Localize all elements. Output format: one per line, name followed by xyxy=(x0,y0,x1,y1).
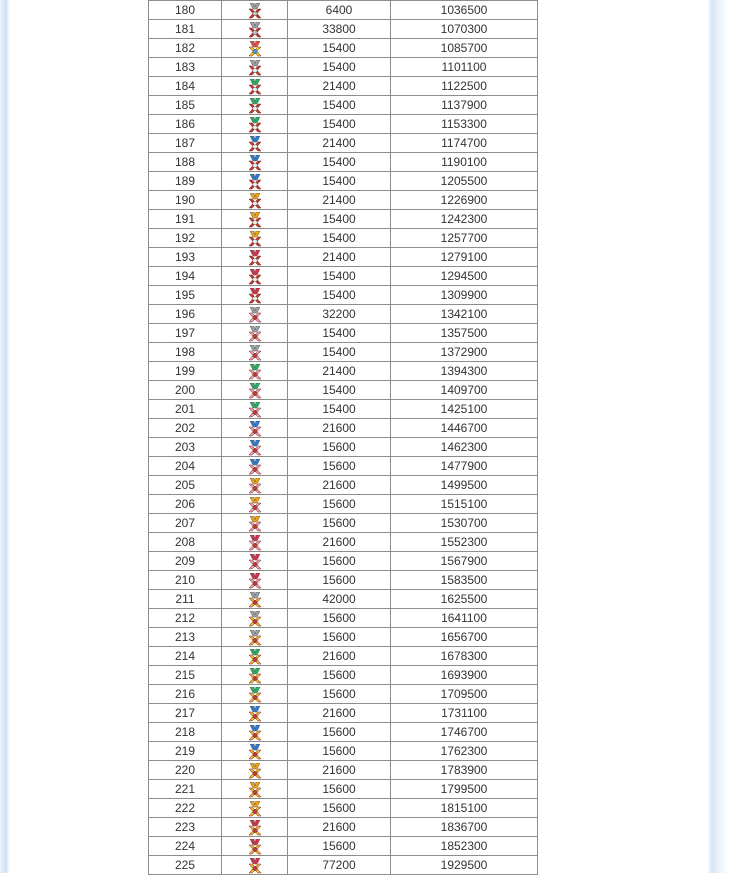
exp-cell: 21600 xyxy=(288,533,391,552)
medal-cell xyxy=(222,514,288,533)
level-cell: 208 xyxy=(149,533,222,552)
medal-cell xyxy=(222,799,288,818)
total-exp-cell: 1799500 xyxy=(391,780,538,799)
level-cell: 189 xyxy=(149,172,222,191)
total-exp-cell: 1731100 xyxy=(391,704,538,723)
medal-cell xyxy=(222,134,288,153)
medal-icon xyxy=(246,269,264,285)
medal-cell xyxy=(222,229,288,248)
exp-cell: 15600 xyxy=(288,666,391,685)
medal-cell xyxy=(222,723,288,742)
table-row xyxy=(149,742,538,761)
table-row xyxy=(149,58,538,77)
medal-icon xyxy=(246,364,264,380)
medal-cell xyxy=(222,400,288,419)
medal-cell xyxy=(222,419,288,438)
table-row xyxy=(149,476,538,495)
table-row xyxy=(149,419,538,438)
total-exp-cell: 1174700 xyxy=(391,134,538,153)
level-cell: 186 xyxy=(149,115,222,134)
table-row xyxy=(149,552,538,571)
level-cell: 190 xyxy=(149,191,222,210)
total-exp-cell: 1036500 xyxy=(391,1,538,20)
level-cell: 207 xyxy=(149,514,222,533)
table-row xyxy=(149,495,538,514)
medal-cell xyxy=(222,286,288,305)
medal-cell xyxy=(222,571,288,590)
table-row xyxy=(149,647,538,666)
table-row xyxy=(149,533,538,552)
exp-cell: 15400 xyxy=(288,210,391,229)
level-cell: 199 xyxy=(149,362,222,381)
level-cell: 215 xyxy=(149,666,222,685)
total-exp-cell: 1226900 xyxy=(391,191,538,210)
medal-icon xyxy=(246,117,264,133)
exp-cell: 15600 xyxy=(288,628,391,647)
medal-cell xyxy=(222,305,288,324)
exp-cell: 21600 xyxy=(288,647,391,666)
exp-cell: 15400 xyxy=(288,153,391,172)
exp-cell: 15400 xyxy=(288,400,391,419)
level-cell: 203 xyxy=(149,438,222,457)
medal-icon xyxy=(246,307,264,323)
level-cell: 194 xyxy=(149,267,222,286)
level-cell: 209 xyxy=(149,552,222,571)
total-exp-cell: 1583500 xyxy=(391,571,538,590)
medal-icon xyxy=(246,3,264,19)
medal-cell xyxy=(222,58,288,77)
table-row xyxy=(149,267,538,286)
level-cell: 191 xyxy=(149,210,222,229)
level-cell: 222 xyxy=(149,799,222,818)
level-cell: 206 xyxy=(149,495,222,514)
level-cell: 221 xyxy=(149,780,222,799)
medal-cell xyxy=(222,248,288,267)
medal-icon xyxy=(246,193,264,209)
level-cell: 212 xyxy=(149,609,222,628)
exp-cell: 15400 xyxy=(288,267,391,286)
total-exp-cell: 1530700 xyxy=(391,514,538,533)
medal-cell xyxy=(222,381,288,400)
exp-cell: 42000 xyxy=(288,590,391,609)
medal-cell xyxy=(222,343,288,362)
table-row xyxy=(149,761,538,780)
medal-cell xyxy=(222,666,288,685)
exp-cell: 21600 xyxy=(288,476,391,495)
medal-icon xyxy=(246,801,264,817)
table-row xyxy=(149,134,538,153)
medal-cell xyxy=(222,96,288,115)
exp-cell: 15600 xyxy=(288,742,391,761)
level-cell: 198 xyxy=(149,343,222,362)
level-cell: 183 xyxy=(149,58,222,77)
total-exp-cell: 1852300 xyxy=(391,837,538,856)
medal-icon xyxy=(246,706,264,722)
table-row xyxy=(149,210,538,229)
total-exp-cell: 1567900 xyxy=(391,552,538,571)
total-exp-cell: 1477900 xyxy=(391,457,538,476)
medal-icon xyxy=(246,516,264,532)
total-exp-cell: 1294500 xyxy=(391,267,538,286)
medal-icon xyxy=(246,250,264,266)
medal-icon xyxy=(246,440,264,456)
table-row xyxy=(149,685,538,704)
total-exp-cell: 1693900 xyxy=(391,666,538,685)
total-exp-cell: 1625500 xyxy=(391,590,538,609)
exp-cell: 15600 xyxy=(288,609,391,628)
medal-icon xyxy=(246,22,264,38)
total-exp-cell: 1409700 xyxy=(391,381,538,400)
exp-cell: 21400 xyxy=(288,191,391,210)
level-cell: 223 xyxy=(149,818,222,837)
exp-cell: 15400 xyxy=(288,381,391,400)
level-cell: 201 xyxy=(149,400,222,419)
medal-icon xyxy=(246,687,264,703)
total-exp-cell: 1762300 xyxy=(391,742,538,761)
level-cell: 218 xyxy=(149,723,222,742)
total-exp-cell: 1101100 xyxy=(391,58,538,77)
medal-cell xyxy=(222,628,288,647)
exp-cell: 15600 xyxy=(288,438,391,457)
total-exp-cell: 1357500 xyxy=(391,324,538,343)
level-cell: 205 xyxy=(149,476,222,495)
medal-cell xyxy=(222,153,288,172)
table-row xyxy=(149,590,538,609)
medal-cell xyxy=(222,647,288,666)
exp-cell: 15400 xyxy=(288,39,391,58)
total-exp-cell: 1342100 xyxy=(391,305,538,324)
medal-cell xyxy=(222,210,288,229)
total-exp-cell: 1394300 xyxy=(391,362,538,381)
level-cell: 211 xyxy=(149,590,222,609)
exp-cell: 21600 xyxy=(288,419,391,438)
exp-cell: 15400 xyxy=(288,115,391,134)
table-row xyxy=(149,77,538,96)
medal-icon xyxy=(246,345,264,361)
medal-cell xyxy=(222,552,288,571)
medal-cell xyxy=(222,77,288,96)
table-row xyxy=(149,571,538,590)
medal-icon xyxy=(246,288,264,304)
medal-icon xyxy=(246,136,264,152)
exp-cell: 21400 xyxy=(288,77,391,96)
exp-cell: 15600 xyxy=(288,837,391,856)
total-exp-cell: 1085700 xyxy=(391,39,538,58)
exp-cell: 15600 xyxy=(288,799,391,818)
medal-icon xyxy=(246,573,264,589)
total-exp-cell: 1425100 xyxy=(391,400,538,419)
table-row xyxy=(149,438,538,457)
level-cell: 181 xyxy=(149,20,222,39)
medal-icon xyxy=(246,421,264,437)
medal-cell xyxy=(222,172,288,191)
exp-cell: 15400 xyxy=(288,324,391,343)
medal-icon xyxy=(246,630,264,646)
table-row xyxy=(149,229,538,248)
medal-cell xyxy=(222,533,288,552)
level-table xyxy=(148,0,538,875)
table-row xyxy=(149,172,538,191)
total-exp-cell: 1190100 xyxy=(391,153,538,172)
medal-cell xyxy=(222,856,288,875)
table-row xyxy=(149,39,538,58)
level-cell: 216 xyxy=(149,685,222,704)
exp-cell: 33800 xyxy=(288,20,391,39)
total-exp-cell: 1279100 xyxy=(391,248,538,267)
exp-cell: 15600 xyxy=(288,552,391,571)
level-cell: 196 xyxy=(149,305,222,324)
table-row xyxy=(149,1,538,20)
exp-cell: 21600 xyxy=(288,761,391,780)
medal-icon xyxy=(246,725,264,741)
medal-icon xyxy=(246,839,264,855)
total-exp-cell: 1070300 xyxy=(391,20,538,39)
exp-cell: 21400 xyxy=(288,134,391,153)
exp-cell: 15400 xyxy=(288,96,391,115)
medal-icon xyxy=(246,535,264,551)
medal-icon xyxy=(246,98,264,114)
exp-cell: 15600 xyxy=(288,571,391,590)
table-row xyxy=(149,723,538,742)
total-exp-cell: 1205500 xyxy=(391,172,538,191)
table-row xyxy=(149,799,538,818)
table-row xyxy=(149,628,538,647)
exp-cell: 15600 xyxy=(288,495,391,514)
total-exp-cell: 1656700 xyxy=(391,628,538,647)
medal-icon xyxy=(246,41,264,57)
level-cell: 185 xyxy=(149,96,222,115)
table-row xyxy=(149,818,538,837)
total-exp-cell: 1372900 xyxy=(391,343,538,362)
medal-cell xyxy=(222,362,288,381)
table-row xyxy=(149,837,538,856)
medal-icon xyxy=(246,60,264,76)
exp-cell: 21600 xyxy=(288,818,391,837)
medal-cell xyxy=(222,685,288,704)
level-cell: 182 xyxy=(149,39,222,58)
table-row xyxy=(149,514,538,533)
exp-cell: 15600 xyxy=(288,685,391,704)
medal-cell xyxy=(222,191,288,210)
exp-cell: 77200 xyxy=(288,856,391,875)
total-exp-cell: 1709500 xyxy=(391,685,538,704)
level-cell: 219 xyxy=(149,742,222,761)
medal-cell xyxy=(222,457,288,476)
medal-icon xyxy=(246,782,264,798)
total-exp-cell: 1815100 xyxy=(391,799,538,818)
medal-icon xyxy=(246,79,264,95)
exp-cell: 15400 xyxy=(288,286,391,305)
exp-cell: 15400 xyxy=(288,229,391,248)
table-row xyxy=(149,96,538,115)
level-cell: 180 xyxy=(149,1,222,20)
medal-icon xyxy=(246,478,264,494)
medal-icon xyxy=(246,402,264,418)
table-row xyxy=(149,153,538,172)
total-exp-cell: 1641100 xyxy=(391,609,538,628)
exp-cell: 15600 xyxy=(288,780,391,799)
total-exp-cell: 1137900 xyxy=(391,96,538,115)
table-row xyxy=(149,362,538,381)
table-row xyxy=(149,305,538,324)
medal-cell xyxy=(222,742,288,761)
total-exp-cell: 1515100 xyxy=(391,495,538,514)
total-exp-cell: 1122500 xyxy=(391,77,538,96)
table-row xyxy=(149,666,538,685)
level-table-body xyxy=(149,1,538,875)
level-cell: 204 xyxy=(149,457,222,476)
medal-icon xyxy=(246,383,264,399)
level-cell: 187 xyxy=(149,134,222,153)
total-exp-cell: 1783900 xyxy=(391,761,538,780)
table-row xyxy=(149,457,538,476)
exp-cell: 15600 xyxy=(288,723,391,742)
exp-cell: 15400 xyxy=(288,58,391,77)
exp-cell: 6400 xyxy=(288,1,391,20)
medal-cell xyxy=(222,438,288,457)
level-cell: 202 xyxy=(149,419,222,438)
medal-cell xyxy=(222,1,288,20)
level-cell: 197 xyxy=(149,324,222,343)
total-exp-cell: 1257700 xyxy=(391,229,538,248)
table-row xyxy=(149,343,538,362)
medal-cell xyxy=(222,115,288,134)
level-cell: 224 xyxy=(149,837,222,856)
medal-cell xyxy=(222,818,288,837)
exp-cell: 15400 xyxy=(288,172,391,191)
medal-icon xyxy=(246,592,264,608)
level-cell: 200 xyxy=(149,381,222,400)
level-cell: 195 xyxy=(149,286,222,305)
medal-cell xyxy=(222,476,288,495)
medal-icon xyxy=(246,763,264,779)
medal-cell xyxy=(222,780,288,799)
medal-cell xyxy=(222,609,288,628)
medal-cell xyxy=(222,495,288,514)
medal-icon xyxy=(246,231,264,247)
medal-icon xyxy=(246,554,264,570)
table-row xyxy=(149,20,538,39)
level-cell: 213 xyxy=(149,628,222,647)
exp-cell: 15600 xyxy=(288,514,391,533)
table-row xyxy=(149,191,538,210)
level-cell: 220 xyxy=(149,761,222,780)
table-row xyxy=(149,609,538,628)
exp-cell: 21400 xyxy=(288,362,391,381)
table-row xyxy=(149,856,538,875)
medal-icon xyxy=(246,611,264,627)
medal-cell xyxy=(222,837,288,856)
exp-cell: 21400 xyxy=(288,248,391,267)
medal-cell xyxy=(222,704,288,723)
total-exp-cell: 1462300 xyxy=(391,438,538,457)
total-exp-cell: 1309900 xyxy=(391,286,538,305)
total-exp-cell: 1552300 xyxy=(391,533,538,552)
medal-icon xyxy=(246,459,264,475)
medal-icon xyxy=(246,174,264,190)
medal-icon xyxy=(246,858,264,874)
table-row xyxy=(149,704,538,723)
medal-icon xyxy=(246,326,264,342)
level-cell: 225 xyxy=(149,856,222,875)
level-cell: 217 xyxy=(149,704,222,723)
total-exp-cell: 1746700 xyxy=(391,723,538,742)
table-row xyxy=(149,324,538,343)
total-exp-cell: 1929500 xyxy=(391,856,538,875)
medal-icon xyxy=(246,668,264,684)
medal-icon xyxy=(246,744,264,760)
medal-cell xyxy=(222,20,288,39)
table-row xyxy=(149,115,538,134)
total-exp-cell: 1153300 xyxy=(391,115,538,134)
medal-cell xyxy=(222,761,288,780)
medal-icon xyxy=(246,212,264,228)
medal-cell xyxy=(222,39,288,58)
medal-icon xyxy=(246,497,264,513)
total-exp-cell: 1678300 xyxy=(391,647,538,666)
level-cell: 188 xyxy=(149,153,222,172)
medal-cell xyxy=(222,324,288,343)
table-row xyxy=(149,381,538,400)
exp-cell: 15400 xyxy=(288,343,391,362)
table-row xyxy=(149,248,538,267)
level-cell: 192 xyxy=(149,229,222,248)
medal-icon xyxy=(246,155,264,171)
level-cell: 210 xyxy=(149,571,222,590)
exp-cell: 32200 xyxy=(288,305,391,324)
total-exp-cell: 1499500 xyxy=(391,476,538,495)
table-row xyxy=(149,400,538,419)
exp-cell: 15600 xyxy=(288,457,391,476)
level-cell: 193 xyxy=(149,248,222,267)
exp-cell: 21600 xyxy=(288,704,391,723)
medal-cell xyxy=(222,590,288,609)
total-exp-cell: 1836700 xyxy=(391,818,538,837)
medal-icon xyxy=(246,649,264,665)
total-exp-cell: 1446700 xyxy=(391,419,538,438)
table-row xyxy=(149,286,538,305)
medal-cell xyxy=(222,267,288,286)
medal-icon xyxy=(246,820,264,836)
table-row xyxy=(149,780,538,799)
level-cell: 214 xyxy=(149,647,222,666)
total-exp-cell: 1242300 xyxy=(391,210,538,229)
level-cell: 184 xyxy=(149,77,222,96)
